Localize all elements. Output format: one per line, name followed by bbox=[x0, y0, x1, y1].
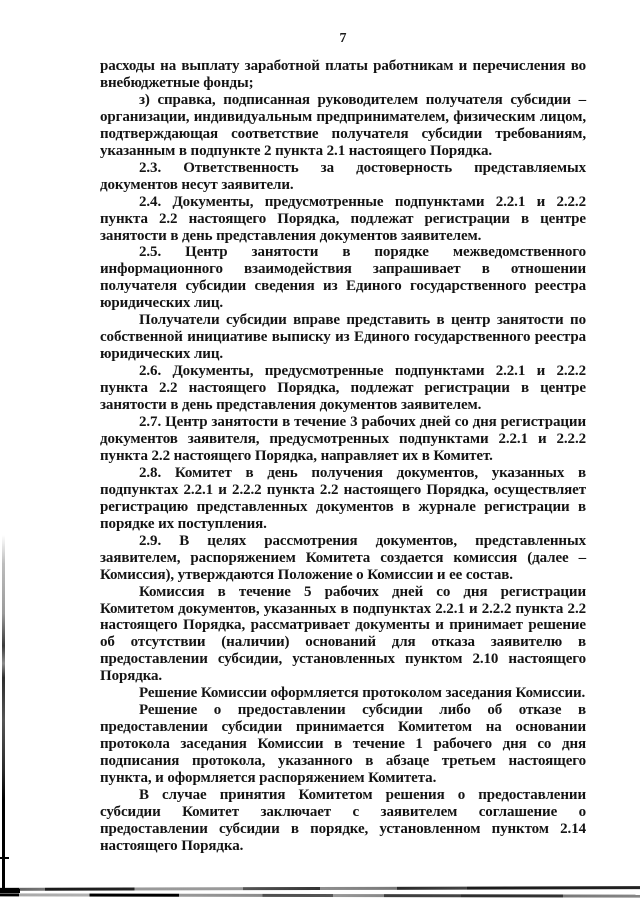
paragraph: Получатели субсидии вправе представить в центр занятости по собственной инициативе выписку из Единого государственного реестра юридических лиц. bbox=[100, 312, 586, 363]
scan-artifact-bottom-line-1 bbox=[0, 886, 640, 891]
scan-artifact-left-edge-line bbox=[2, 535, 5, 892]
paragraph: 2.9. В целях рассмотрения документов, представленных заявителем, распоряжением Комитета создается комиссия (далее – Комиссия), утверждаются Положение о Комиссии и ее состав. bbox=[100, 532, 586, 583]
paragraph: Решение о предоставлении субсидии либо об отказе в предоставлении субсидии принимается Комитетом на основании протокола заседания Комиссии в течение 1 рабочего дня со дня подписания протокола, указанного в абзаце третьем настоящего пункта, и оформляется распоряжением Комитета. bbox=[100, 702, 586, 787]
paragraph: Комиссия в течение 5 рабочих дней со дня регистрации Комитетом документов, указанных в подпунктах 2.2.1 и 2.2.2 пункта 2.2 настоящего Порядка, рассматривает документы и принимает решение об отсутствии (наличии) оснований для отказа заявителю в предоставлении субсидии, установленных пунктом 2.10 настоящего Порядка. bbox=[100, 583, 586, 685]
paragraph: з) справка, подписанная руководителем получателя субсидии – организации, индивидуальным предпринимателем, физическим лицом, подтверждающая соответствие получателя субсидии требованиям, указанным в подпункте 2 пункта 2.1 настоящего Порядка. bbox=[100, 91, 586, 159]
paragraph: 2.4. Документы, предусмотренные подпунктами 2.2.1 и 2.2.2 пункта 2.2 настоящего Порядка, подлежат регистрации в центре занятости в день представления документов заявителем. bbox=[100, 193, 586, 244]
paragraph: 2.5. Центр занятости в порядке межведомственного информационного взаимодействия запрашивает в отношении получателя субсидии сведения из Единого государственного реестра юридических лиц. bbox=[100, 244, 586, 312]
paragraph: 2.7. Центр занятости в течение 3 рабочих дней со дня регистрации документов заявителя, предусмотренных подпунктами 2.2.1 и 2.2.2 пункта 2.2 настоящего Порядка, направляет их в Комитет. bbox=[100, 414, 586, 464]
paragraph: 2.6. Документы, предусмотренные подпунктами 2.2.1 и 2.2.2 пункта 2.2 настоящего Порядка, подлежат регистрации в центре занятости в день представления документов заявителем. bbox=[100, 363, 586, 414]
paragraph: В случае принятия Комитетом решения о предоставлении субсидии Комитет заключает с заявителем соглашение о предоставлении субсидии в порядке, установленном пунктом 2.14 настоящего Порядка. bbox=[100, 786, 586, 854]
scan-artifact-left-tick bbox=[0, 857, 9, 859]
paragraph: 2.8. Комитет в день получения документов, указанных в подпунктах 2.2.1 и 2.2.2 пункта 2.2 настоящего Порядка, осуществляет регистрацию представленных документов в журнале регистрации в порядке их поступления. bbox=[100, 464, 586, 532]
document-body bbox=[100, 58, 586, 855]
page-number: 7 bbox=[339, 31, 347, 46]
paragraph: 2.3. Ответственность за достоверность представляемых документов несут заявители. bbox=[100, 159, 586, 193]
paragraph: Решение Комиссии оформляется протоколом заседания Комиссии. bbox=[139, 685, 586, 702]
scan-artifact-bottom-line-2 bbox=[0, 893, 640, 897]
paragraph: расходы на выплату заработной платы работникам и перечисления во внебюджетные фонды; bbox=[100, 58, 586, 91]
